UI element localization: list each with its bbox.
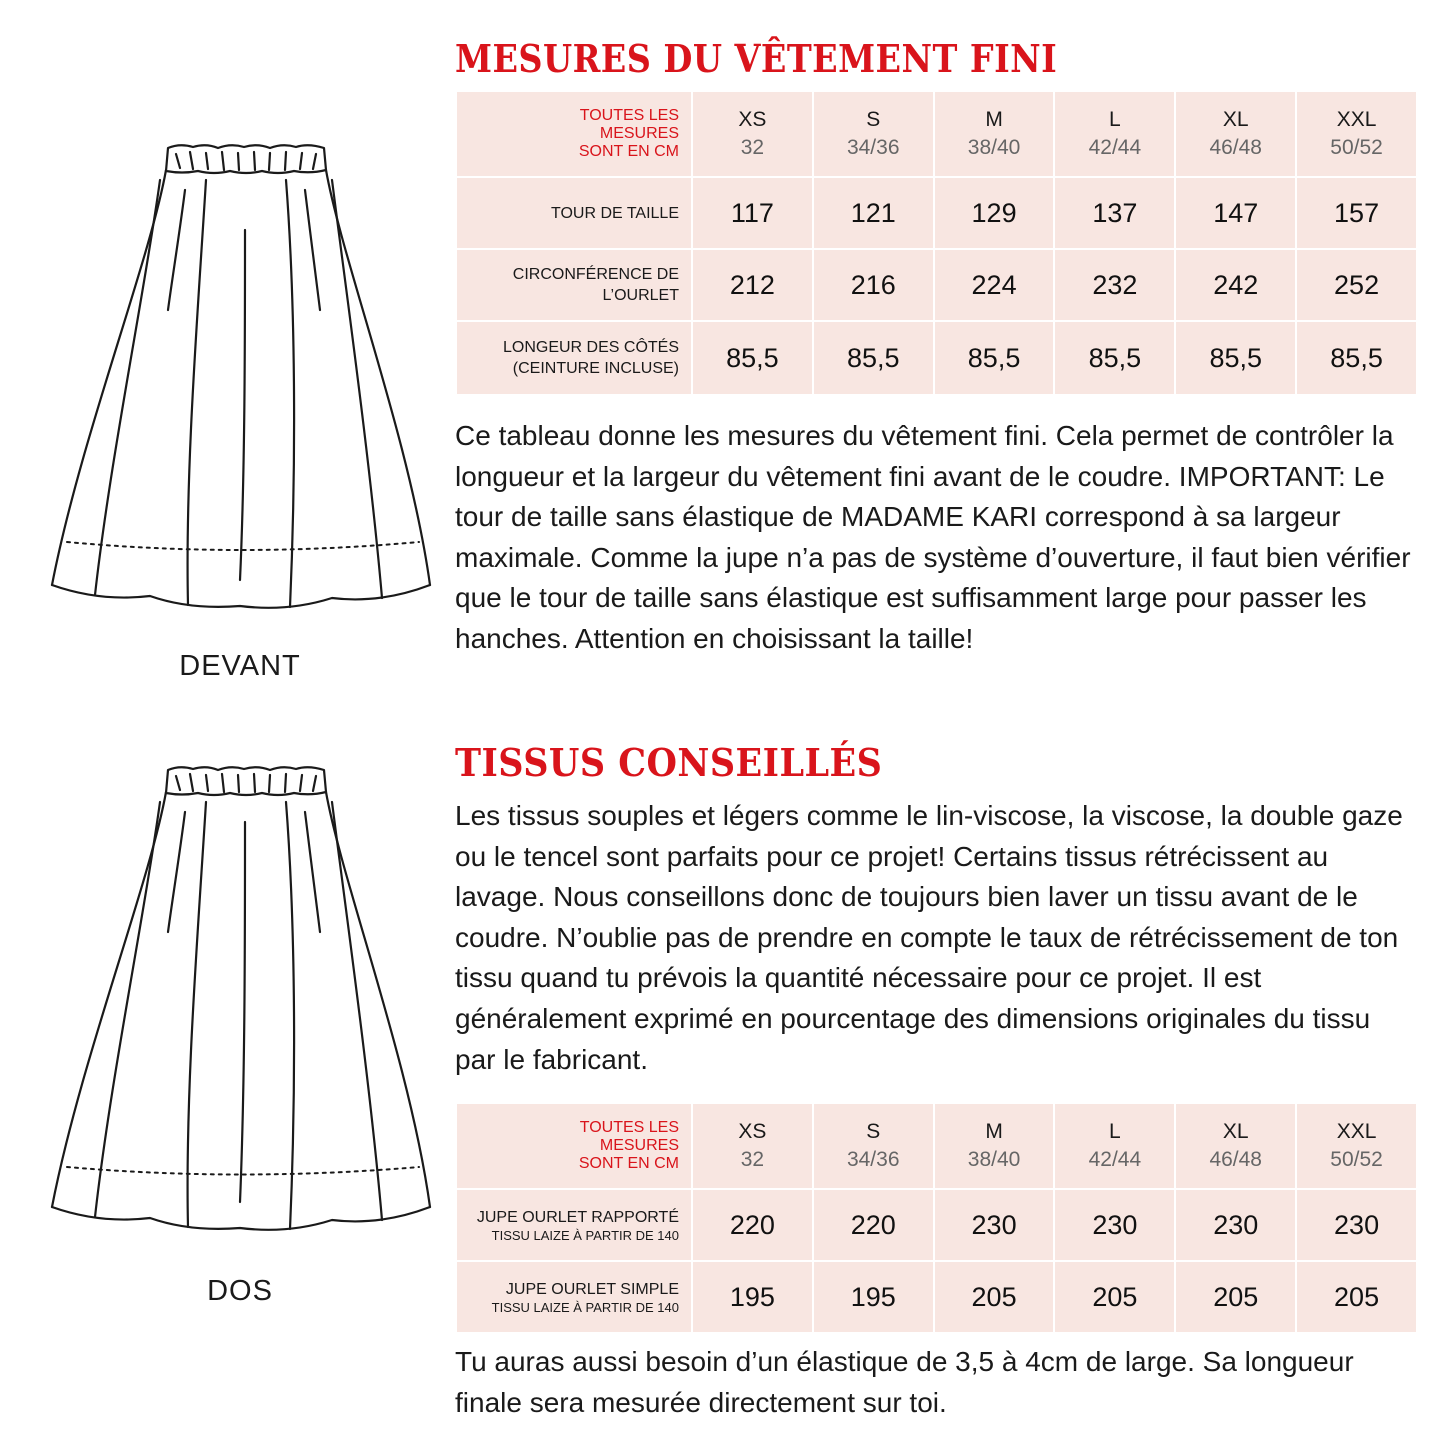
table-cell: 195 [692,1261,813,1333]
size-header-row [456,1103,1417,1189]
size-header-s: S 34/36 [813,91,934,177]
size-header-xl: XL 46/48 [1175,91,1296,177]
fabric-quantity-table [455,1102,1418,1334]
simple-hem-skirt-row [456,1261,1417,1333]
table-cell: 230 [1175,1189,1296,1261]
illustrations-column [0,0,440,1445]
waist-row [456,177,1417,249]
table-cell: 157 [1296,177,1417,249]
table-cell: 147 [1175,177,1296,249]
units-note: TOUTES LES MESURES SONT EN CM [456,1103,692,1189]
size-header-s: S 34/36 [813,1103,934,1189]
finished-measurements-paragraph: Ce tableau donne les mesures du vêtement fini. Cela permet de contrôler la longueur et la largeur du vêtement fini avant de le coudre. IMPORTANT: Le tour de taille sans élastique de MADAME KARI correspond à sa largeur maximale. Comme la jupe n’a pas de système d’ouverture, il faut bien vérifier que le tour de taille sans élastique est suffisamment large pour passer les hanches. Attention en choisissant la taille! [455,420,1411,654]
row-label: CIRCONFÉRENCE DE L’OURLET [456,249,692,321]
size-header-xs: XS 32 [692,91,813,177]
row-label: JUPE OURLET SIMPLE TISSU LAIZE À PARTIR DE 140 [456,1261,692,1333]
finished-measurements-table [455,90,1418,396]
size-header-l: L 42/44 [1054,1103,1175,1189]
size-header-m: M 38/40 [934,91,1055,177]
hem-circumference-row [456,249,1417,321]
table-cell: 232 [1054,249,1175,321]
table-cell: 230 [1296,1189,1417,1261]
size-header-xxl: XXL 50/52 [1296,1103,1417,1189]
units-note: TOUTES LES MESURES SONT EN CM [456,91,692,177]
table-cell: 85,5 [934,321,1055,395]
skirt-front-illustration [40,140,440,620]
row-label: JUPE OURLET RAPPORTÉ TISSU LAIZE À PARTIR DE 140 [456,1189,692,1261]
table-cell: 85,5 [692,321,813,395]
table-cell: 117 [692,177,813,249]
row-label: TOUR DE TAILLE [456,177,692,249]
table-cell: 205 [1054,1261,1175,1333]
skirt-back-illustration [40,762,440,1242]
table-cell: 121 [813,177,934,249]
table-cell: 242 [1175,249,1296,321]
table-cell: 220 [692,1189,813,1261]
size-header-row [456,91,1417,177]
recommended-fabrics-title: TISSUS CONSEILLÉS [455,740,883,785]
table-cell: 195 [813,1261,934,1333]
table-cell: 205 [1296,1261,1417,1333]
table-cell: 85,5 [1054,321,1175,395]
table-cell: 230 [934,1189,1055,1261]
table-cell: 212 [692,249,813,321]
table-cell: 129 [934,177,1055,249]
recommended-fabrics-paragraph: Les tissus souples et légers comme le lin-viscose, la viscose, la double gaze ou le tencel sont parfaits pour ce projet! Certains tissus rétrécissent au lavage. Nous conseillons donc de toujours bien laver un tissu avant de le coudre. N’oublie pas de prendre en compte le taux de rétrécissement de ton tissu quand tu prévois la quantité nécessaire pour ce projet. Il est généralement exprimé en pourcentage des dimensions originales du tissu par le fabricant. [455,800,1403,1075]
row-label: LONGEUR DES CÔTÉS (CEINTURE INCLUSE) [456,321,692,395]
table-cell: 137 [1054,177,1175,249]
side-length-row [456,321,1417,395]
added-hem-skirt-row [456,1189,1417,1261]
table-cell: 220 [813,1189,934,1261]
table-cell: 85,5 [813,321,934,395]
table-cell: 224 [934,249,1055,321]
size-header-xl: XL 46/48 [1175,1103,1296,1189]
size-header-m: M 38/40 [934,1103,1055,1189]
table-cell: 252 [1296,249,1417,321]
table-cell: 205 [1175,1261,1296,1333]
elastic-note: Tu auras aussi besoin d’un élastique de 3,5 à 4cm de large. Sa longueur finale sera mesurée directement sur toi. [455,1346,1354,1418]
table-cell: 85,5 [1175,321,1296,395]
finished-measurements-title: MESURES DU VÊTEMENT FINI [455,36,1058,81]
table-cell: 230 [1054,1189,1175,1261]
back-view-label: DOS [207,1275,273,1307]
size-header-l: L 42/44 [1054,91,1175,177]
table-cell: 85,5 [1296,321,1417,395]
size-header-xxl: XXL 50/52 [1296,91,1417,177]
table-cell: 205 [934,1261,1055,1333]
table-cell: 216 [813,249,934,321]
front-view-label: DEVANT [179,650,301,682]
size-header-xs: XS 32 [692,1103,813,1189]
